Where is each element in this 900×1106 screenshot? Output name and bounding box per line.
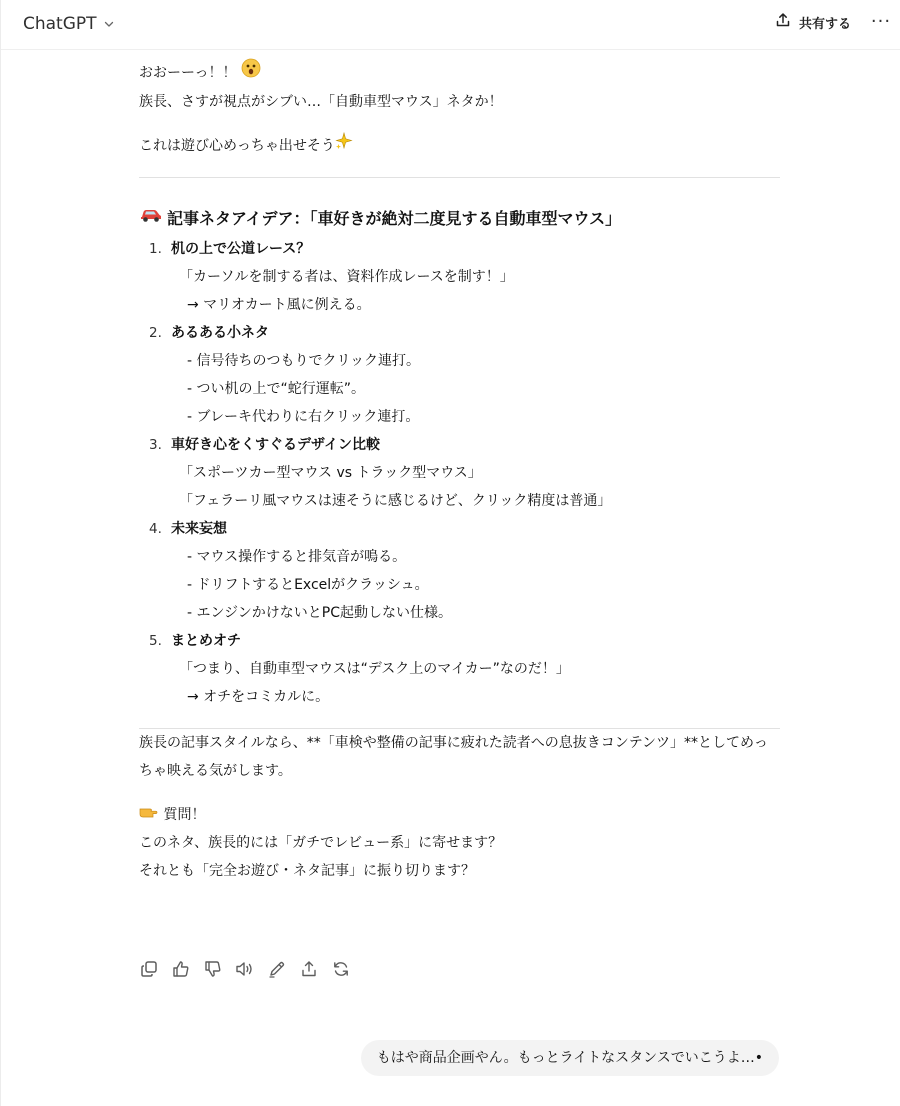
item-line: 「スポーツカー型マウス vs トラック型マウス」 (179, 465, 482, 481)
item-line: → マリオカート風に例える。 (187, 297, 371, 313)
share-icon (775, 12, 791, 32)
item-title: 未来妄想 (171, 521, 227, 537)
question-line-1: このネタ、族長的には「ガチでレビュー系」に寄せます？ (139, 835, 503, 851)
item-title: 車好き心をくすぐるデザイン比較 (171, 437, 381, 453)
item-line: 「つまり、自動車型マウスは“デスク上のマイカー”なのだ！」 (179, 661, 570, 677)
item-line: - 信号待ちのつもりでクリック連打。 (187, 353, 420, 369)
item-line: - マウス操作すると排気音が鳴る。 (187, 549, 407, 565)
copy-icon (140, 960, 158, 982)
item-line: - ブレーキ代わりに右クリック連打。 (187, 409, 420, 425)
share-label: 共有する (798, 16, 851, 32)
bad-response-button[interactable] (203, 961, 223, 981)
sparkles-icon (335, 132, 353, 160)
item-line: - エンジンかけないとPC起動しない仕様。 (187, 605, 453, 621)
question-line-2: それとも「完全お遊び・ネタ記事」に振り切ります？ (139, 863, 475, 879)
list-item (139, 431, 780, 515)
share-button[interactable] (775, 12, 851, 32)
intro-line-1 (139, 58, 780, 88)
intro-text-1: おおーーっ！！ (139, 65, 237, 81)
user-message-bubble: もはや商品企画やん。もっとライトなスタンスでいこうよ…• (361, 1040, 779, 1076)
regenerate-button[interactable] (331, 961, 351, 981)
thumbs-down-icon (204, 960, 222, 982)
list-item (139, 627, 780, 711)
intro-text-3: これは遊び心めっちゃ出せそう (139, 138, 335, 154)
assistant-message (139, 58, 780, 885)
item-line: - ドリフトするとExcelがクラッシュ。 (187, 577, 429, 593)
list-item (139, 319, 780, 431)
message-actions (139, 961, 351, 981)
question-header (139, 801, 780, 829)
share-icon (300, 960, 318, 982)
model-name: ChatGPT (23, 14, 97, 34)
astonished-face-icon (241, 58, 261, 88)
edit-icon (268, 960, 286, 982)
idea-list (139, 235, 780, 711)
divider-top (139, 177, 780, 178)
list-item (139, 515, 780, 627)
copy-button[interactable] (139, 961, 159, 981)
regenerate-icon (332, 960, 350, 982)
list-number: 2. (149, 325, 162, 341)
list-number: 4. (149, 521, 162, 537)
model-selector[interactable] (23, 14, 115, 34)
item-title: 机の上で公道レース？ (171, 241, 311, 257)
share-message-button[interactable] (299, 961, 319, 981)
item-title: まとめオチ (171, 633, 241, 649)
read-aloud-button[interactable] (235, 961, 255, 981)
list-number: 1. (149, 241, 162, 257)
item-line: → オチをコミカルに。 (187, 689, 330, 705)
item-line: - つい机の上で“蛇行運転”。 (187, 381, 366, 397)
item-line: 「フェラーリ風マウスは速そうに感じるけど、クリック精度は普通」 (179, 493, 612, 509)
intro-line-2: 族長、さすが視点がシブい…「自動車型マウス」ネタか！ (139, 94, 503, 110)
section-title-text: 記事ネタアイデア：「車好きが絶対二度見する自動車型マウス」 (167, 208, 622, 228)
good-response-button[interactable] (171, 961, 191, 981)
item-title: あるある小ネタ (171, 325, 269, 341)
header-actions (775, 12, 893, 32)
car-icon (139, 204, 163, 233)
intro-line-3 (139, 132, 780, 160)
edit-canvas-button[interactable] (267, 961, 287, 981)
item-line: 「カーソルを制する者は、資料作成レースを制す！」 (179, 269, 514, 285)
list-number: 3. (149, 437, 162, 453)
pointing-hand-icon (139, 801, 159, 829)
section-heading (139, 204, 780, 233)
list-item (139, 235, 780, 319)
more-options-button[interactable]: ··· (870, 11, 892, 32)
read-aloud-icon (235, 960, 255, 982)
chevron-down-icon (103, 15, 115, 34)
summary-paragraph: 族長の記事スタイルなら、**「車検や整備の記事に疲れた読者への息抜きコンテンツ」**としてめっちゃ映える気がします。 (139, 735, 768, 779)
question-header-text: 質問！ (163, 807, 206, 823)
list-number: 5. (149, 633, 162, 649)
top-bar (1, 0, 900, 50)
thumbs-up-icon (172, 960, 190, 982)
